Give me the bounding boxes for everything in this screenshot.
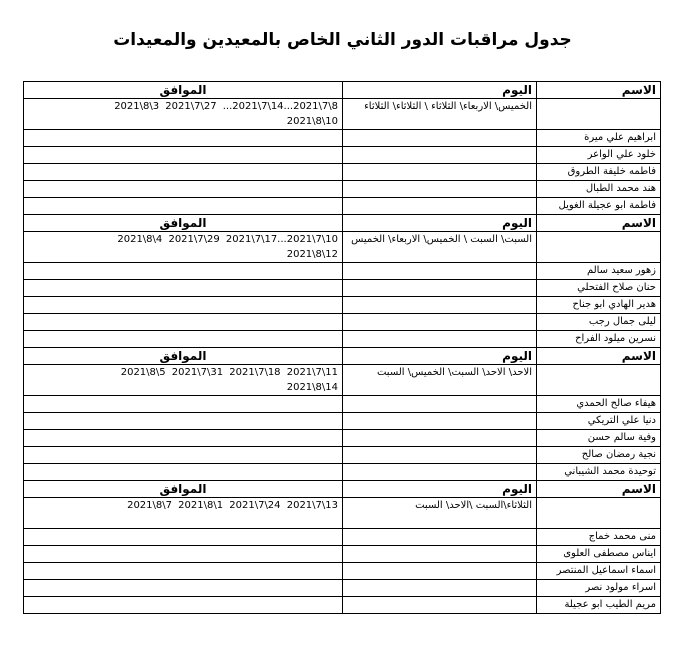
table-row	[24, 413, 661, 430]
dates-line-1: 2021\8\4 2021\7\29 2021\7\17...2021\7\10	[117, 234, 338, 245]
table-row	[24, 430, 661, 447]
empty-date-cell	[24, 597, 343, 614]
empty-date-cell	[24, 413, 343, 430]
person-name: ايناس مصطفى العلوى	[537, 546, 661, 563]
empty-day-cell	[343, 563, 537, 580]
dates-line-2: 2021\8\12	[286, 249, 338, 260]
header-day: اليوم	[343, 481, 537, 498]
table-row	[24, 147, 661, 164]
group-schedule-row	[24, 365, 661, 396]
empty-day-cell	[343, 529, 537, 546]
empty-day-cell	[343, 396, 537, 413]
empty-day-cell	[343, 314, 537, 331]
person-name: حنان صلاح الفتحلي	[537, 280, 661, 297]
header-day: اليوم	[343, 82, 537, 99]
table-row	[24, 447, 661, 464]
empty-day-cell	[343, 546, 537, 563]
header-day: اليوم	[343, 348, 537, 365]
table-row	[24, 464, 661, 481]
group-schedule-row	[24, 232, 661, 263]
header-name: الاسم	[537, 348, 661, 365]
group-header-row	[24, 215, 661, 232]
empty-day-cell	[343, 280, 537, 297]
empty-day-cell	[343, 297, 537, 314]
empty-day-cell	[343, 181, 537, 198]
empty-day-cell	[343, 198, 537, 215]
table-row	[24, 331, 661, 348]
person-name: توحيدة محمد الشيباني	[537, 464, 661, 481]
empty-day-cell	[343, 413, 537, 430]
table-row	[24, 314, 661, 331]
person-name: هدير الهادي ابو جناح	[537, 297, 661, 314]
empty-date-cell	[24, 198, 343, 215]
person-name: منى محمد خماج	[537, 529, 661, 546]
schedule-table	[23, 81, 661, 614]
schedule-name-cell	[537, 365, 661, 396]
empty-day-cell	[343, 597, 537, 614]
dates-line-2: 2021\8\10	[286, 116, 338, 127]
empty-day-cell	[343, 164, 537, 181]
person-name: هند محمد الطبال	[537, 181, 661, 198]
group-header-row	[24, 348, 661, 365]
table-row	[24, 181, 661, 198]
empty-date-cell	[24, 181, 343, 198]
empty-day-cell	[343, 447, 537, 464]
header-day: اليوم	[343, 215, 537, 232]
header-date: الموافق	[24, 348, 343, 365]
dates-line-1: 2021\8\7 2021\8\1 2021\7\24 2021\7\13	[127, 500, 338, 511]
person-name: مريم الطيب ابو عجيلة	[537, 597, 661, 614]
group-schedule-row	[24, 498, 661, 529]
schedule-body	[24, 82, 661, 614]
dates-line-1: 2021\8\5 2021\7\31 2021\7\18 2021\7\11	[120, 367, 338, 378]
person-name: زهور سعيد سالم	[537, 263, 661, 280]
person-name: نجية رمضان صالح	[537, 447, 661, 464]
table-row	[24, 263, 661, 280]
person-name: دنيا علي التريكي	[537, 413, 661, 430]
person-name: اسماء اسماعيل المنتصر	[537, 563, 661, 580]
empty-date-cell	[24, 580, 343, 597]
empty-date-cell	[24, 529, 343, 546]
header-name: الاسم	[537, 82, 661, 99]
person-name: فاطمة ابو عجيلة الغويل	[537, 198, 661, 215]
header-name: الاسم	[537, 215, 661, 232]
table-row	[24, 198, 661, 215]
empty-day-cell	[343, 263, 537, 280]
empty-date-cell	[24, 297, 343, 314]
empty-day-cell	[343, 464, 537, 481]
schedule-days: الثلاثاء\السبت \الاحد\ السبت	[343, 498, 537, 529]
empty-date-cell	[24, 164, 343, 181]
dates-line-2: 2021\8\14	[286, 382, 338, 393]
schedule-name-cell	[537, 232, 661, 263]
page-title: جدول مراقبات الدور الثاني الخاص بالمعيدين والمعيدات	[113, 30, 572, 50]
empty-date-cell	[24, 563, 343, 580]
schedule-dates	[24, 365, 343, 396]
table-row	[24, 563, 661, 580]
table-row	[24, 130, 661, 147]
table-row	[24, 546, 661, 563]
empty-date-cell	[24, 396, 343, 413]
group-header-row	[24, 481, 661, 498]
person-name: فاطمه خليفة الطروق	[537, 164, 661, 181]
schedule-dates	[24, 498, 343, 529]
empty-date-cell	[24, 447, 343, 464]
schedule-dates	[24, 99, 343, 130]
table-row	[24, 580, 661, 597]
schedule-days: الاحد\ الاحد\ السبت\ الخميس\ السبت	[343, 365, 537, 396]
table-row	[24, 529, 661, 546]
schedule-days: السبت\ السبت \ الخميس\ الاربعاء\ الخميس	[343, 232, 537, 263]
group-header-row	[24, 82, 661, 99]
table-row	[24, 280, 661, 297]
person-name: هيفاء صالح الحمدي	[537, 396, 661, 413]
empty-day-cell	[343, 130, 537, 147]
schedule-dates	[24, 232, 343, 263]
schedule-days: الخميس\ الاربعاء\ الثلاثاء \ الثلاثاء\ الثلاثاء	[343, 99, 537, 130]
empty-date-cell	[24, 314, 343, 331]
person-name: ليلى جمال رجب	[537, 314, 661, 331]
empty-date-cell	[24, 147, 343, 164]
table-row	[24, 396, 661, 413]
empty-date-cell	[24, 331, 343, 348]
schedule-name-cell	[537, 498, 661, 529]
empty-day-cell	[343, 147, 537, 164]
header-name: الاسم	[537, 481, 661, 498]
empty-date-cell	[24, 546, 343, 563]
table-row	[24, 597, 661, 614]
empty-date-cell	[24, 430, 343, 447]
group-schedule-row	[24, 99, 661, 130]
empty-day-cell	[343, 430, 537, 447]
person-name: خلود علي الواعر	[537, 147, 661, 164]
header-date: الموافق	[24, 481, 343, 498]
person-name: وفية سالم حسن	[537, 430, 661, 447]
empty-date-cell	[24, 464, 343, 481]
header-date: الموافق	[24, 82, 343, 99]
table-row	[24, 164, 661, 181]
person-name: ابراهيم علي ميرة	[537, 130, 661, 147]
empty-day-cell	[343, 331, 537, 348]
table-row	[24, 297, 661, 314]
empty-date-cell	[24, 263, 343, 280]
schedule-name-cell	[537, 99, 661, 130]
empty-day-cell	[343, 580, 537, 597]
person-name: نسرين ميلود الفراح	[537, 331, 661, 348]
header-date: الموافق	[24, 215, 343, 232]
empty-date-cell	[24, 280, 343, 297]
dates-line-1: 2021\8\3 2021\7\27 ...2021\7\14...2021\7\8	[114, 101, 338, 112]
empty-date-cell	[24, 130, 343, 147]
person-name: اسراء مولود نصر	[537, 580, 661, 597]
